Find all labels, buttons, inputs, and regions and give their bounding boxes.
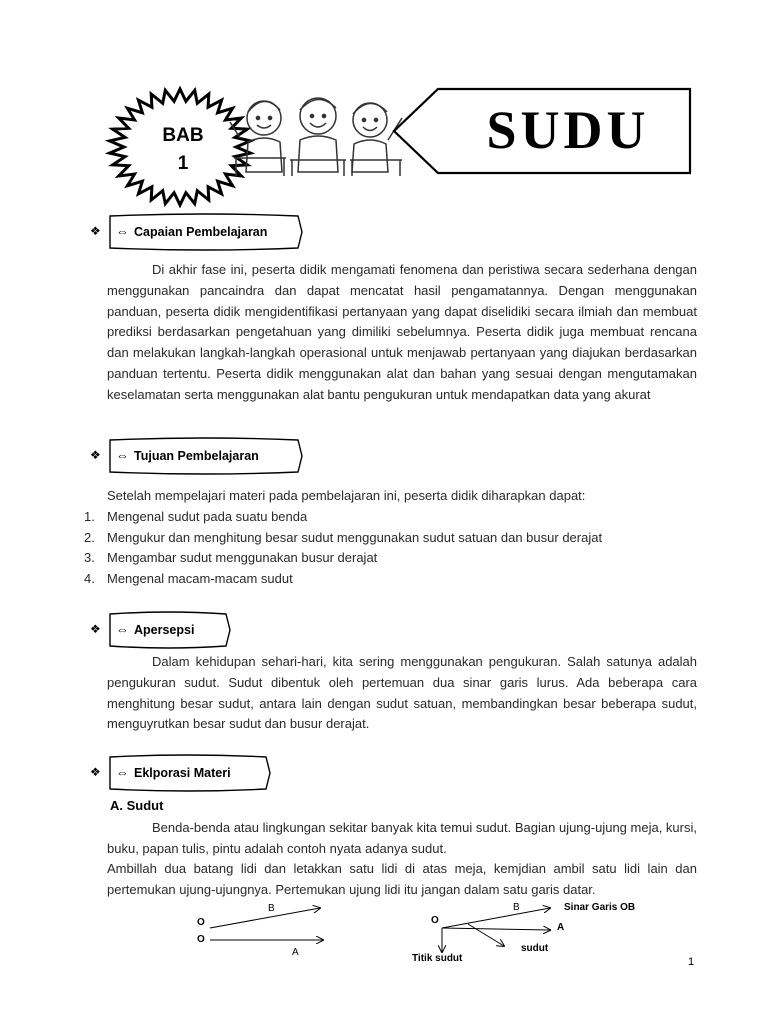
section-tujuan: [90, 436, 304, 474]
diamond-bullet-icon: ❖: [90, 448, 101, 462]
capaian-heading-tab: [108, 212, 304, 250]
list-number: 1.: [84, 509, 95, 524]
diagram-left-label-o1: O: [197, 917, 205, 928]
list-number: 4.: [84, 571, 95, 587]
children-illustration: [226, 88, 408, 178]
apersepsi-heading-tab: [108, 610, 228, 648]
eksplorasi-heading-tab: [108, 753, 272, 791]
bab-label: [128, 122, 238, 178]
section-eksplorasi: [90, 753, 272, 791]
double-arrow-icon: ⇔: [116, 447, 129, 463]
tujuan-list-item: [84, 507, 696, 528]
eksplorasi-heading: Eklporasi Materi: [134, 765, 231, 780]
double-arrow-icon: ⇔: [116, 764, 129, 780]
capaian-paragraph: Di akhir fase ini, peserta didik mengamati fenomena dan peristiwa secara sederhana dengan menggunakan pancaindra dan dapat mencatat hasil pengamatannya. Dengan menggunakan panduan, peserta didik mengidentifikasi pertanyaan yang dapat diselidiki secara ilmiah dan membuat prediksi berdasarkan pengetahuan yang dimiliki sebelumnya. Peserta didik juga membuat rencana dan melakukan langkah-langkah operasional untuk menjawab pertanyaan yang diajukan berdasarkan panduan tertentu. Peserta didik menggunakan alat dan bahan yang sesuai dengan mengutamakan keselamatan serta menggunakan alat bantu pengukuran untuk mendapatkan data yang akurat: [107, 262, 697, 402]
list-text: Mengukur dan menghitung besar sudut menggunakan sudut satuan dan busur derajat: [107, 529, 603, 545]
tujuan-list-item: [84, 569, 696, 590]
section-apersepsi: [90, 610, 228, 648]
tujuan-heading: Tujuan Pembelajaran: [134, 448, 259, 463]
double-arrow-icon: ⇔: [116, 621, 129, 637]
capaian-heading: Capaian Pembelajaran: [134, 224, 268, 239]
diagram-right-label-a: A: [557, 922, 565, 933]
diagram-right-label-sinar: Sinar Garis OB: [564, 902, 636, 913]
subheading-sudut: A. Sudut: [110, 798, 164, 813]
list-text: Mengenal macam-macam sudut: [107, 571, 293, 587]
chapter-title: SUDU: [486, 100, 650, 160]
page-number: 1: [688, 956, 695, 968]
tujuan-list: [84, 507, 696, 590]
tujuan-list-item: [84, 548, 696, 569]
tujuan-heading-tab: [108, 436, 304, 474]
tujuan-intro: Setelah mempelajari materi pada pembelajaran ini, peserta didik diharapkan dapat:: [107, 488, 586, 503]
diagram-right-label-sudut: sudut: [521, 943, 549, 954]
diagram-right-label-b: B: [513, 902, 520, 913]
double-arrow-icon: ⇔: [116, 223, 129, 239]
apersepsi-paragraph: Dalam kehidupan sehari-hari, kita sering menggunakan pengukuran. Salah satunya adalah pengukuran sudut. Sudut dibentuk oleh pertemuan dua sinar garis lurus. Ada beberapa cara menghitung besar sudut, antara lain dengan sudut satuan, membandingkan besar beberapa sudut, menguyrutkan besar sudut dan busur derajat.: [107, 654, 697, 732]
list-text: Mengambar sudut menggunakan busur derajat: [107, 550, 378, 566]
list-number: 2.: [84, 529, 95, 545]
list-number: 3.: [84, 550, 95, 566]
bab-word: BAB: [162, 125, 204, 146]
diagram-two-sticks: [200, 902, 330, 950]
eksplorasi-paragraph-2: Ambillah dua batang lidi dan letakkan satu lidi di atas meja, kemjdian ambil satu lidi lain dan pertemukan ujung-ujungnya. Pertemukan ujung lidi itu jangan dalam satu garis datar.: [107, 861, 697, 897]
diamond-bullet-icon: ❖: [90, 622, 101, 636]
diamond-bullet-icon: ❖: [90, 765, 101, 779]
eksplorasi-paragraph-1: Benda-benda atau lingkungan sekitar banyak kita temui sudut. Bagian ujung-ujung meja, kursi, buku, papan tulis, pintu adalah contoh nyata adanya sudut.: [107, 820, 697, 856]
diagram-right-label-o: O: [431, 915, 439, 926]
diamond-bullet-icon: ❖: [90, 224, 101, 238]
diagram-left-label-b: B: [268, 903, 275, 914]
apersepsi-heading: Apersepsi: [134, 622, 195, 637]
bab-number: 1: [177, 153, 189, 174]
section-capaian: [90, 212, 304, 250]
diagram-left-label-a: A: [292, 947, 299, 958]
diagram-right-label-titik: Titik sudut: [412, 953, 463, 964]
tujuan-list-item: [84, 528, 696, 549]
diagram-left-label-o2: O: [197, 934, 205, 945]
list-text: Mengenal sudut pada suatu benda: [107, 509, 308, 524]
